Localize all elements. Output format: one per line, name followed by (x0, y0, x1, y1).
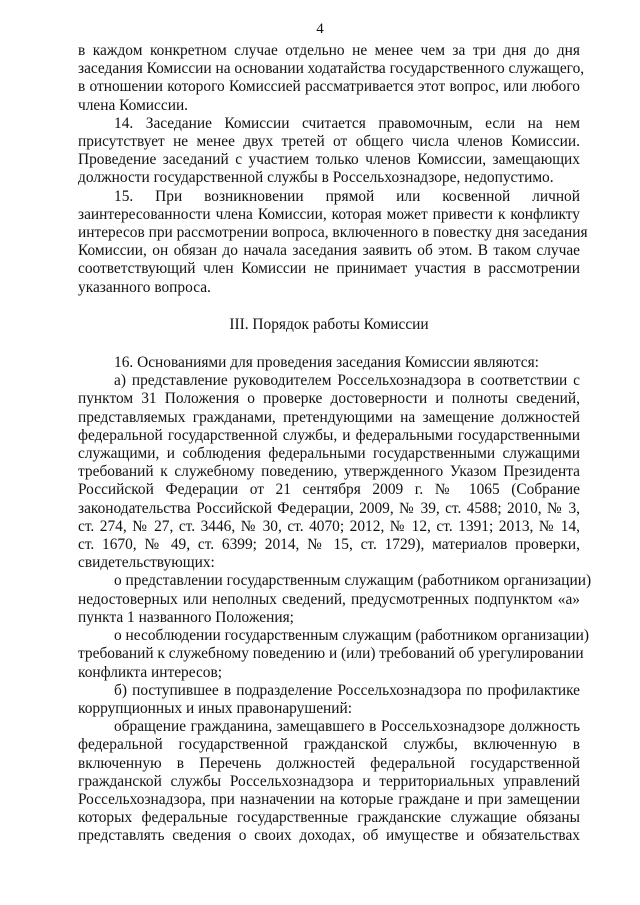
page-number: 4 (316, 21, 324, 37)
text-line: коррупционных и иных правонарушений: (78, 699, 353, 717)
text-line: члена Комиссии. (78, 96, 189, 114)
text-line: в каждом конкретном случае отдельно не менее чем за три дня до дня (78, 42, 580, 59)
text-line: о представлении государственным служащим (работником организации) (114, 572, 592, 590)
text-line: ст. 1670, № 49, ст. 6399; 2014, № 15, ст. 1729), материалов проверки, (78, 536, 580, 554)
text-line: пунктом 31 Положения о проверке достоверности и полноты сведений, (78, 390, 580, 408)
text-line: о несоблюдении государственным служащим (работником организации) (114, 627, 590, 645)
paragraph-p-16a-1 (78, 572, 592, 627)
text-line: Россельхознадзора, при назначении на которые граждане и при замещении (78, 790, 580, 808)
paragraphs-before-heading (78, 42, 588, 297)
text-line: пункта 1 названного Положения; (78, 608, 294, 626)
text-line: требований к служебному поведению, утвержденного Указом Президента (78, 463, 580, 481)
text-line: Российской Федерации от 21 сентября 2009 г. № 1065 (Собрание (78, 481, 580, 499)
paragraph-p-16 (78, 354, 580, 372)
text-line: 15. При возникновении прямой или косвенной личной (114, 187, 580, 205)
text-line: гражданской службы Россельхознадзора и территориальных управлений (78, 772, 580, 790)
paragraph-p-16a (78, 372, 580, 572)
text-line: указанного вопроса. (78, 278, 211, 296)
text-line: в отношении которого Комиссией рассматривается этот вопрос, или любого (78, 78, 580, 96)
text-line: Комиссии, он обязан до начала заседания заявить об этом. В таком случае (78, 242, 580, 260)
text-line: требований к служебному поведению и (или) требований об урегулировании (78, 645, 584, 663)
text-line: присутствует не менее двух третей от общего числа членов Комиссии. (78, 133, 580, 151)
text-line: а) представление руководителем Россельхознадзора в соответствии с (114, 372, 580, 390)
paragraphs-after-heading (78, 354, 592, 845)
text-line: 14. Заседание Комиссии считается правомочным, если на нем (114, 114, 580, 132)
paragraph-p-intro (78, 42, 585, 115)
text-line: интересов при рассмотрении вопроса, включенного в повестку дня заседания (78, 224, 588, 242)
document-body (78, 42, 592, 846)
text-line: недостоверных или неполных сведений, предусмотренных подпунктом «а» (78, 590, 580, 608)
text-line: заседания Комиссии на основании ходатайства государственного служащего, (78, 60, 585, 78)
text-line: должности государственной службы в Россельхознадзоре, недопустимо. (78, 169, 554, 187)
text-line: включенную в Перечень должностей федеральной государственной (78, 754, 580, 772)
text-line: федеральной государственной гражданской службы, включенную в (78, 736, 580, 754)
text-line: законодательства Российской Федерации, 2009, № 39, ст. 4588; 2010, № 3, (78, 499, 580, 517)
text-line: представлять сведения о своих доходах, об имуществе и обязательствах (78, 827, 580, 845)
text-line: Проведение заседаний с участием только членов Комиссии, замещающих (78, 151, 580, 169)
text-line: которых федеральные государственные гражданские служащие обязаны (78, 809, 580, 827)
text-line: служащими, и соблюдения федеральными государственными служащими (78, 445, 580, 463)
text-line: конфликта интересов; (78, 663, 223, 681)
paragraph-p-16b-1 (78, 718, 580, 845)
text-line: представляемых гражданами, претендующими на замещение должностей (78, 408, 580, 426)
text-line: свидетельствующих: (78, 554, 215, 572)
paragraph-p-14 (78, 115, 580, 188)
section-heading: III. Порядок работы Комиссии (229, 315, 429, 333)
paragraph-p-16a-2 (78, 627, 590, 682)
paragraph-p-16b (78, 682, 580, 718)
text-line: федеральной государственной службы, и федеральными государственными (78, 426, 580, 444)
text-line: 16. Основаниями для проведения заседания Комиссии являются: (114, 354, 539, 372)
text-line: ст. 274, № 27, ст. 3446, № 30, ст. 4070; 2012, № 12, ст. 1391; 2013, № 14, (78, 517, 580, 535)
text-line: заинтересованности члена Комиссии, которая может привести к конфликту (78, 205, 580, 223)
paragraph-p-15 (78, 187, 588, 297)
text-line: б) поступившее в подразделение Россельхознадзора по профилактике (114, 681, 580, 699)
text-line: соответствующий член Комиссии не принимает участия в рассмотрении (78, 260, 580, 278)
text-line: обращение гражданина, замещавшего в Россельхознадзоре должность (114, 718, 580, 736)
